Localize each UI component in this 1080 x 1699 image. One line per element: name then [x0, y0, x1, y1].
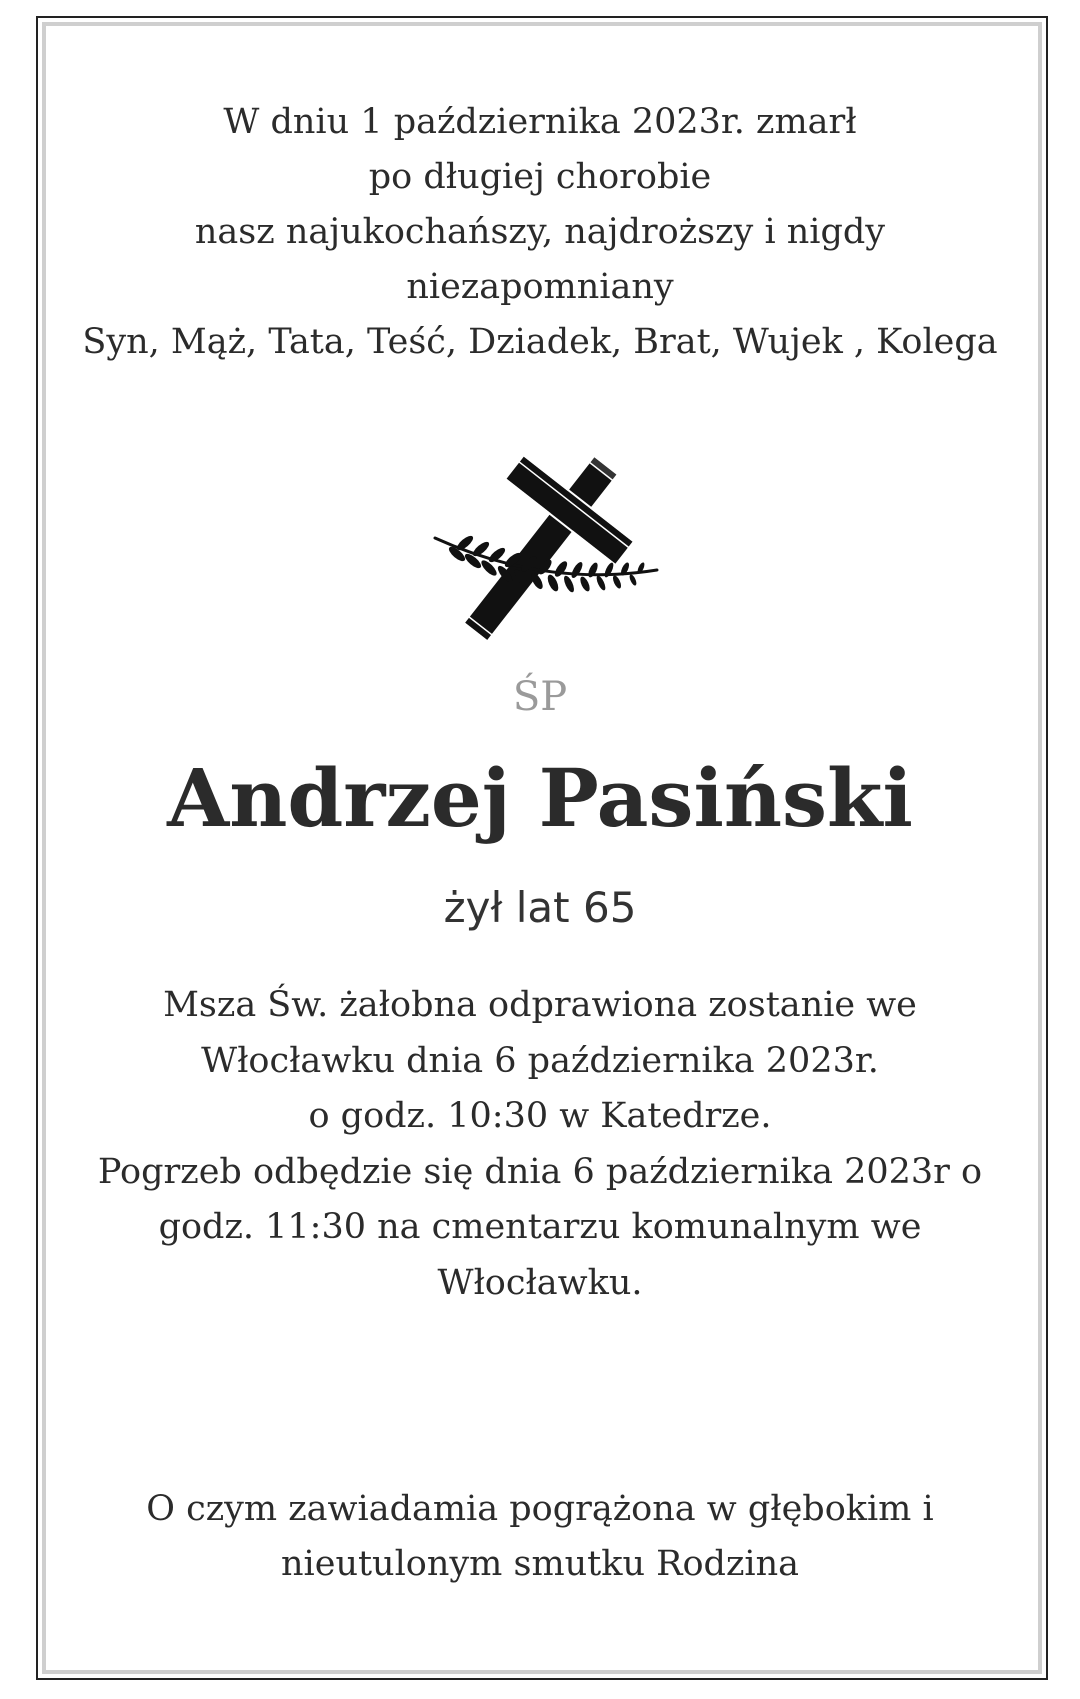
honorific: ŚP: [512, 674, 568, 720]
relations-line: Syn, Mąż, Tata, Teść, Dziadek, Brat, Wujek , Kolega: [82, 322, 998, 362]
funeral-line: Włocławku dnia 6 października 2023r.: [201, 1040, 879, 1081]
funeral-line: o godz. 10:30 w Katedrze.: [308, 1096, 772, 1136]
funeral-line: Włocławku.: [437, 1262, 643, 1303]
intro-line: nasz najukochańszy, najdroższy i nigdy: [194, 212, 886, 252]
age-text: żył lat 65: [443, 883, 637, 932]
cross-with-palm-branch-icon: [395, 438, 685, 658]
intro-text: [60, 95, 1020, 370]
funeral-line: godz. 11:30 na cmentarzu komunalnym we: [158, 1207, 922, 1247]
intro-line: niezapomniany: [406, 267, 674, 307]
funeral-line: Msza Św. żałobna odprawiona zostanie we: [163, 985, 917, 1025]
intro-line: po długiej chorobie: [368, 157, 712, 197]
funeral-line: Pogrzeb odbędzie się dnia 6 października 2023r o: [97, 1151, 983, 1192]
intro-line: W dniu 1 października 2023r. zmarł: [223, 102, 857, 142]
funeral-details: [60, 978, 1020, 1311]
closing-text: [60, 1482, 1020, 1592]
deceased-name: Andrzej Pasiński: [167, 751, 913, 845]
closing-line: O czym zawiadamia pogrążona w głębokim i: [146, 1489, 934, 1529]
closing-line: nieutulonym smutku Rodzina: [281, 1544, 799, 1584]
